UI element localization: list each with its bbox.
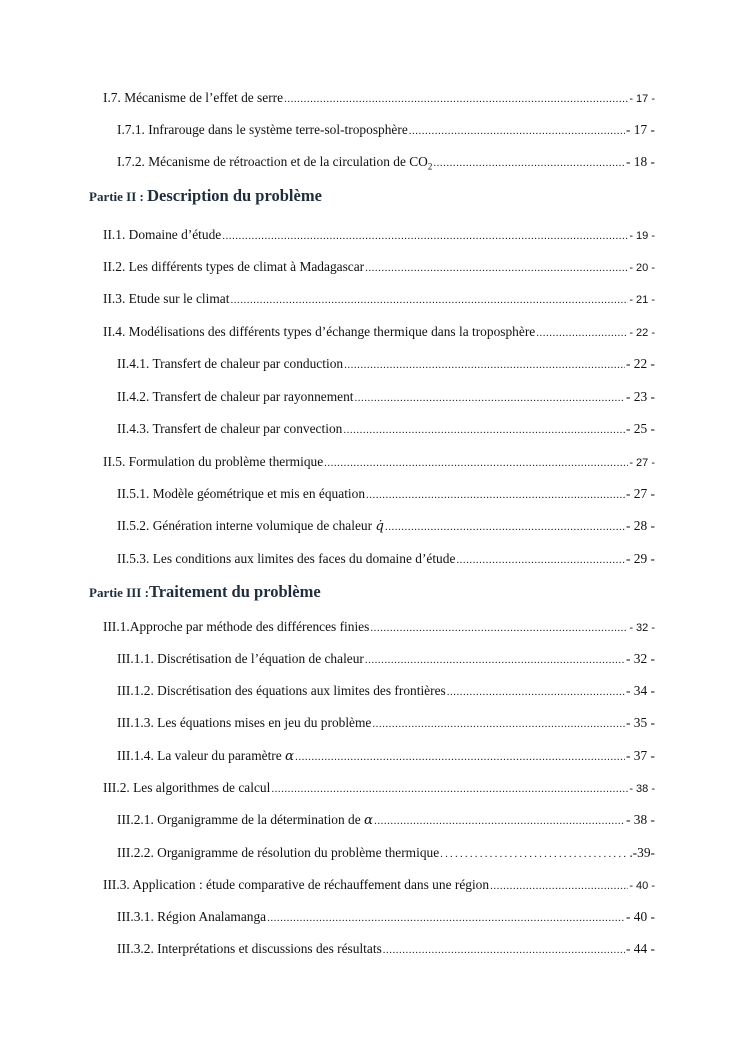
toc-entry[interactable] bbox=[0, 779, 655, 798]
part-title: Traitement du problème bbox=[148, 582, 321, 601]
toc-entry-title-text: III.1.1. Discrétisation de l’équation de chaleur bbox=[117, 651, 364, 666]
toc-entry-title bbox=[117, 714, 371, 732]
toc-entry[interactable] bbox=[0, 650, 655, 669]
toc-entry-title-text: I.7. Mécanisme de l’effet de serre bbox=[103, 90, 284, 105]
toc-entry[interactable] bbox=[0, 485, 655, 504]
dot-leader bbox=[365, 651, 625, 669]
toc-entry-title-text: II.2. Les différents types de climat à Madagascar bbox=[103, 259, 365, 274]
page-number: - 37 - bbox=[625, 748, 655, 763]
toc-entry-title-text: II.5.1. Modèle géométrique et mis en équation bbox=[117, 486, 366, 501]
dot-leader bbox=[372, 715, 625, 733]
toc-entry-title-text: III.1.3. Les équations mises en jeu du problème bbox=[117, 715, 372, 730]
dot-leader bbox=[456, 551, 625, 569]
dot-leader bbox=[490, 877, 628, 895]
toc-entry[interactable] bbox=[0, 388, 655, 407]
dot-leader bbox=[385, 518, 625, 536]
subscript: 2 bbox=[427, 161, 433, 172]
toc-entry-title-text: II.3. Etude sur le climat bbox=[103, 291, 230, 306]
dot-leader bbox=[343, 421, 625, 439]
toc-entry-title-text: II.4. Modélisations des différents types d’échange thermique dans la troposphère bbox=[103, 324, 536, 339]
toc-entry-title bbox=[117, 420, 342, 438]
math-symbol: α bbox=[364, 813, 374, 828]
dot-leader bbox=[383, 941, 625, 959]
page-number: - 27 - bbox=[629, 457, 655, 469]
toc-entry-title bbox=[103, 89, 283, 107]
dot-leader bbox=[355, 389, 625, 407]
toc-entry[interactable] bbox=[0, 940, 655, 959]
toc-entry-title-text: II.5.2. Génération interne volumique de chaleur bbox=[117, 518, 376, 533]
toc-entry[interactable] bbox=[0, 453, 655, 472]
toc-entry-title-text: III.3.1. Région Analamanga bbox=[117, 909, 267, 924]
dot-leader bbox=[324, 454, 628, 472]
toc-entry-title bbox=[117, 811, 373, 830]
toc-entry-title bbox=[117, 388, 354, 406]
toc-entry-title bbox=[117, 153, 432, 176]
toc-entry-title-text: II.5.3. Les conditions aux limites des faces du domaine d’étude bbox=[117, 551, 456, 566]
page-number: - 23 - bbox=[625, 389, 655, 404]
toc-entry[interactable] bbox=[0, 89, 655, 108]
page-number: - 38 - bbox=[625, 812, 655, 827]
toc-entry-title bbox=[103, 226, 221, 244]
page-number: - 21 - bbox=[629, 294, 655, 306]
toc-entry-title bbox=[117, 747, 294, 766]
page-number: - 28 - bbox=[625, 518, 655, 533]
dot-leader bbox=[295, 748, 625, 766]
toc-entry[interactable] bbox=[0, 844, 655, 863]
dot-leader bbox=[409, 122, 625, 140]
dot-leader bbox=[366, 486, 625, 504]
dot-leader bbox=[370, 619, 628, 637]
page-number: - 34 - bbox=[625, 683, 655, 698]
toc-entry[interactable] bbox=[0, 618, 655, 637]
toc-entry[interactable] bbox=[0, 908, 655, 927]
toc-entry[interactable] bbox=[0, 550, 655, 569]
toc-entry-title-text: III.1.4. La valeur du paramètre bbox=[117, 748, 286, 763]
toc-entry-title bbox=[103, 618, 369, 636]
toc-entry[interactable] bbox=[0, 876, 655, 895]
toc-entry-title bbox=[117, 517, 384, 536]
toc-entry[interactable] bbox=[0, 747, 655, 766]
toc-entry-title bbox=[117, 355, 343, 373]
toc-entry[interactable] bbox=[0, 355, 655, 374]
math-symbol: q̇ bbox=[375, 519, 384, 534]
dot-leader bbox=[447, 683, 625, 701]
toc-entry[interactable] bbox=[0, 121, 655, 140]
toc-entry[interactable] bbox=[0, 323, 655, 342]
toc-entry[interactable] bbox=[0, 811, 655, 830]
part-iii-heading bbox=[89, 582, 321, 602]
toc-entry-title-text: I.7.2. Mécanisme de rétroaction et de la circulation de CO bbox=[117, 154, 428, 169]
toc-entry-title-text: III.1.2. Discrétisation des équations aux limites des frontières bbox=[117, 683, 446, 698]
toc-entry[interactable] bbox=[0, 682, 655, 701]
toc-entry[interactable] bbox=[0, 517, 655, 536]
toc-entry[interactable] bbox=[0, 714, 655, 733]
toc-entry-title-text: I.7.1. Infrarouge dans le système terre-sol-troposphère bbox=[117, 122, 408, 137]
dot-leader bbox=[222, 227, 628, 245]
part-label: Partie III : bbox=[89, 585, 149, 600]
page-number: - 44 - bbox=[625, 941, 655, 956]
toc-entry-title-text: III.1.Approche par méthode des différences finies bbox=[103, 619, 370, 634]
math-symbol: α bbox=[285, 749, 295, 764]
toc-entry-title bbox=[103, 876, 489, 894]
part-title: Description du problème bbox=[147, 186, 322, 205]
dot-leader bbox=[433, 154, 625, 172]
toc-entry-title bbox=[117, 485, 365, 503]
page-number: - 35 - bbox=[625, 715, 655, 730]
dot-leader bbox=[374, 812, 625, 830]
toc-entry-title bbox=[103, 323, 535, 341]
page-number: - 22 - bbox=[625, 356, 655, 371]
toc-entry-title bbox=[117, 844, 439, 862]
toc-entry[interactable] bbox=[0, 258, 655, 277]
toc-entry-title bbox=[117, 121, 408, 139]
toc-entry[interactable] bbox=[0, 290, 655, 309]
toc-entry-title bbox=[103, 453, 323, 471]
dot-leader bbox=[440, 845, 628, 863]
page-number: - 40 - bbox=[625, 909, 655, 924]
toc-entry-title bbox=[103, 779, 270, 797]
toc-entry-title bbox=[117, 908, 266, 926]
page-number: - 40 - bbox=[629, 880, 655, 892]
toc-entry[interactable] bbox=[0, 153, 655, 176]
part-ii-heading bbox=[89, 186, 322, 206]
toc-entry-title bbox=[103, 258, 364, 276]
dot-leader bbox=[284, 90, 628, 108]
toc-entry-title-text: II.4.2. Transfert de chaleur par rayonnement bbox=[117, 389, 354, 404]
dot-leader bbox=[365, 259, 628, 277]
dot-leader bbox=[271, 780, 628, 798]
dot-leader bbox=[230, 291, 628, 309]
page-number: - 20 - bbox=[629, 262, 655, 274]
page-number: - 32 - bbox=[629, 622, 655, 634]
toc-entry-title-text: III.3. Application : étude comparative de réchauffement dans une région bbox=[103, 877, 490, 892]
toc-entry-title bbox=[117, 682, 446, 700]
page-number: - 25 - bbox=[625, 421, 655, 436]
toc-entry-title bbox=[117, 650, 364, 668]
page-number: - 32 - bbox=[625, 651, 655, 666]
page-number: - 17 - bbox=[629, 93, 655, 105]
part-label: Partie II : bbox=[89, 189, 148, 204]
toc-entry-title-text: III.3.2. Interprétations et discussions des résultats bbox=[117, 941, 382, 956]
page-number: - 19 - bbox=[629, 230, 655, 242]
toc-entry-title-text: II.1. Domaine d’étude bbox=[103, 227, 222, 242]
page-number: - 22 - bbox=[629, 327, 655, 339]
dot-leader bbox=[536, 324, 628, 342]
toc-entry-title-text: II.4.3. Transfert de chaleur par convection bbox=[117, 421, 343, 436]
page-number: - 17 - bbox=[625, 122, 655, 137]
toc-entry[interactable] bbox=[0, 226, 655, 245]
toc-entry-title-text: II.5. Formulation du problème thermique bbox=[103, 454, 324, 469]
page-number: - 27 - bbox=[625, 486, 655, 501]
toc-entry-title bbox=[117, 550, 455, 568]
toc-entry-title-text: III.2.1. Organigramme de la détermination de bbox=[117, 812, 365, 827]
toc-entry-title-text: III.2.2. Organigramme de résolution du problème thermique bbox=[117, 845, 440, 860]
toc-entry-title-text: II.4.1. Transfert de chaleur par conduction bbox=[117, 356, 344, 371]
page-number: - 18 - bbox=[625, 154, 655, 169]
page-number: - 38 - bbox=[629, 783, 655, 795]
page-number: - 29 - bbox=[625, 551, 655, 566]
toc-entry-title bbox=[103, 290, 229, 308]
dot-leader bbox=[344, 356, 625, 374]
toc-entry[interactable] bbox=[0, 420, 655, 439]
dot-leader bbox=[267, 909, 625, 927]
toc-entry-title-text: III.2. Les algorithmes de calcul bbox=[103, 780, 271, 795]
page-number: .-39- bbox=[629, 845, 655, 860]
toc-entry-title bbox=[117, 940, 382, 958]
